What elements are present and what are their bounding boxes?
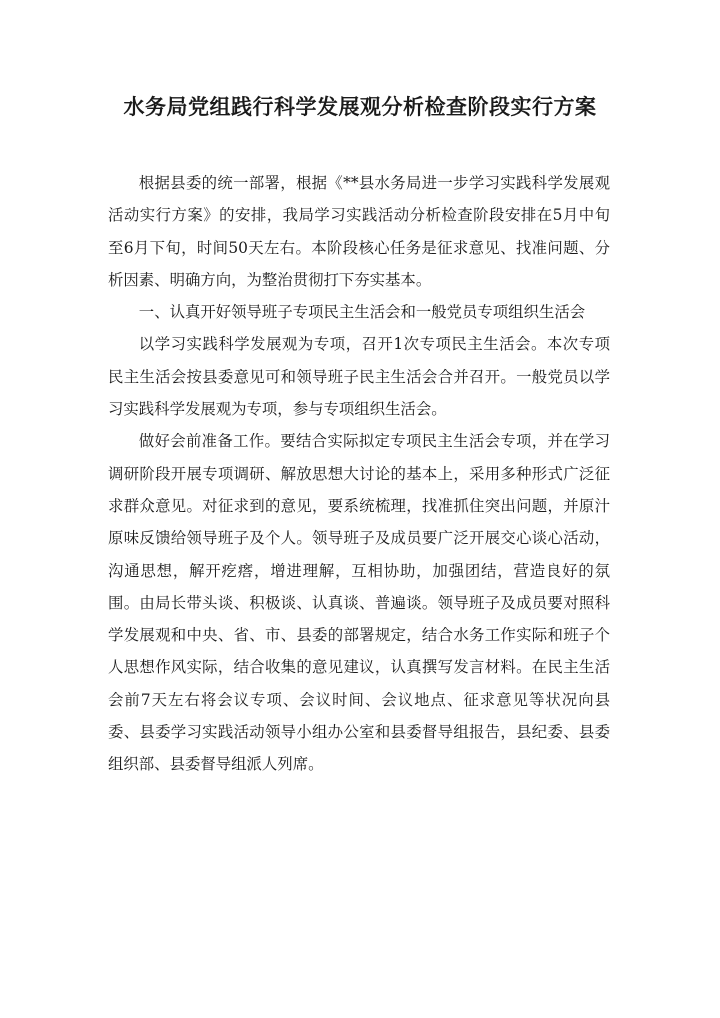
paragraph-intro: 根据县委的统一部署，根据《**县水务局进一步学习实践科学发展观活动实行方案》的安排，我局学习实践活动分析检查阶段安排在5月中旬至6月下旬，时间50天左右。本阶段核心任务是征求意见、找准问题、分析因素、明确方向，为整治贯彻打下夯实基本。: [108, 174, 610, 289]
section-heading-1: 一、认真开好领导班子专项民主生活会和一般党员专项组织生活会: [138, 303, 586, 322]
paragraph-meeting: 以学习实践科学发展观为专项，召开1次专项民主生活会。本次专项民主生活会按县委意见可和领导班子民主生活会合并召开。一般党员以学习实践科学发展观为专项，参与专项组织生活会。: [108, 335, 610, 419]
document-body: [108, 167, 610, 781]
document-title: 水务局党组践行科学发展观分析检查阶段实行方案: [123, 94, 597, 119]
paragraph-preparation: 做好会前准备工作。要结合实际拟定专项民主生活会专项，并在学习调研阶段开展专项调研、解放思想大讨论的基本上，采用多种形式广泛征求群众意见。对征求到的意见，要系统梳理，找准抓住突出问题，并原汁原味反馈给领导班子及个人。领导班子及成员要广泛开展交心谈心活动，沟通思想，解开疙瘩，增进理解，互相协助，加强团结，营造良好的氛围。由局长带头谈、积极谈、认真谈、普遍谈。领导班子及成员要对照科学发展观和中央、省、市、县委的部署规定，结合水务工作实际和班子个人思想作风实际，结合收集的意见建议，认真撰写发言材料。在民主生活会前7天左右将会议专项、会议时间、会议地点、征求意见等状况向县委、县委学习实践活动领导小组办公室和县委督导组报告，县纪委、县委组织部、县委督导组派人列席。: [108, 432, 610, 774]
